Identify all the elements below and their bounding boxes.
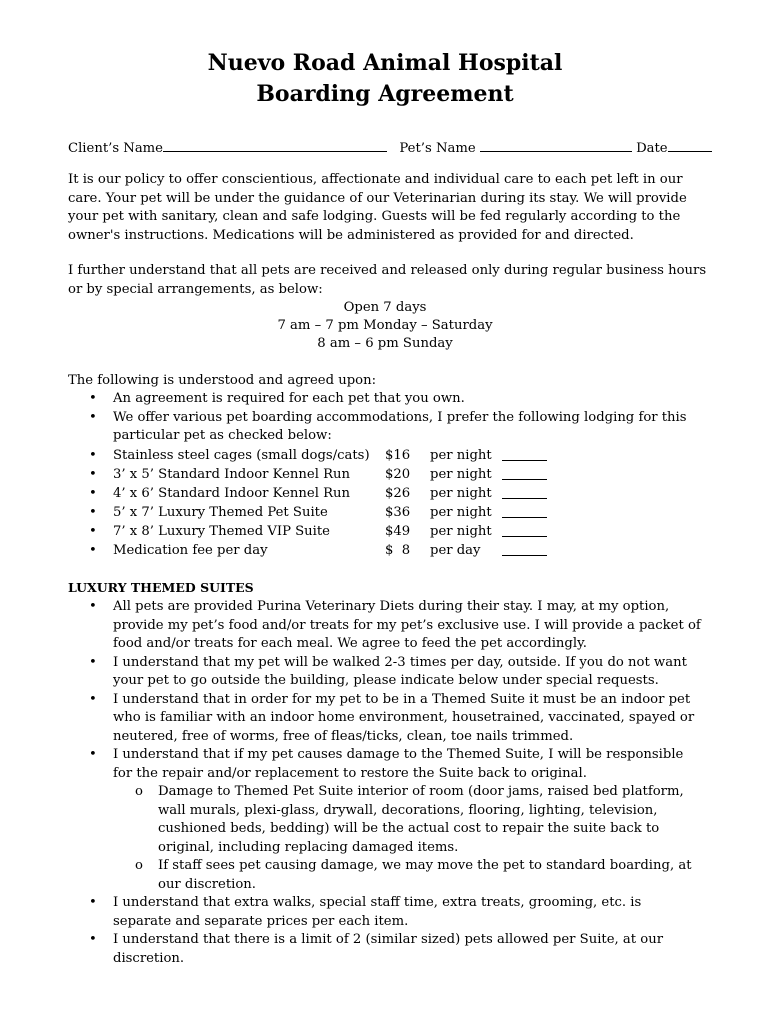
rate-name: 5’ x 7’ Luxury Themed Pet Suite [113,505,328,520]
sub-list-item: o If staff sees pet causing damage, we may move the pet to standard boarding, at our discretion. [135,858,692,892]
bullet-icon: • [89,486,97,501]
damage-sub-bullets [113,783,703,894]
list-item: • I understand that there is a limit of 2 (similar sized) pets allowed per Suite, at our discretion. [89,932,663,966]
rate-price: $20 [385,467,411,482]
rate-check-blank[interactable] [502,517,547,518]
rate-row [0,466,770,485]
luxury-suites-heading: LUXURY THEMED SUITES [68,580,254,595]
bullet-icon: • [89,505,97,520]
policy-paragraph: It is our policy to offer conscientious, affectionate and individual care to each pet left in our care. Your pet will be under the guidance of our Veterinarian during its stay. We will provide your pet with sanitary, clean and safe lodging. Guests will be fed regularly according to the owner's instructions. Medications will be administered as provided for and directed. [68,172,687,243]
list-item: • An agreement is required for each pet that you own. [0,390,703,409]
rate-check-blank[interactable] [502,498,547,499]
rate-row [0,542,770,561]
hours-line: 7 am – 7 pm Monday – Saturday [277,318,493,333]
rate-name: 7’ x 8’ Luxury Themed VIP Suite [113,524,330,539]
date-field[interactable] [668,138,712,152]
rate-row [0,447,770,466]
rate-name: Stainless steel cages (small dogs/cats) [113,448,370,463]
rate-row [0,523,770,542]
bullet-icon: • [89,543,97,558]
rate-price: $16 [385,448,411,463]
hours-intro-paragraph: I further understand that all pets are received and released only during regular business hours or by special arrangements, as below: [68,263,707,297]
rate-name: 4’ x 6’ Standard Indoor Kennel Run [113,486,351,501]
rate-unit: per day [430,543,481,558]
rate-price: $26 [385,486,411,501]
bullet-icon: • [89,932,97,947]
list-item: • I understand that extra walks, special staff time, extra treats, grooming, etc. is separate and separate prices per each item. [89,895,642,929]
date-label: Date [636,141,668,156]
circle-bullet-icon: o [135,858,143,873]
client-name-field[interactable] [163,138,387,152]
bullet-icon: • [89,524,97,539]
list-item: • I understand that in order for my pet to be in a Themed Suite it must be an indoor pet who is familiar with an indoor home environment, housetrained, vaccinated, spayed or neutered, free of worms, free of fleas/ticks, clean, toe nails trimmed. [89,691,695,744]
rate-row [0,485,770,504]
rate-unit: per night [430,448,492,463]
list-item: • I understand that my pet will be walked 2-3 times per day, outside. If you do not want your pet to go outside the building, please indicate below under special requests. [89,654,687,688]
bullet-icon: • [89,747,97,762]
document-title: Boarding Agreement [256,81,514,107]
rate-unit: per night [430,486,492,501]
list-item: • We offer various pet boarding accommodations, I prefer the following lodging for this particular pet as checked below: [89,409,687,443]
rate-name: Medication fee per day [113,543,268,558]
bullet-icon: • [89,409,97,425]
client-info-fields [68,138,708,159]
bullet-icon: • [89,467,97,482]
rate-price: $ 8 [385,543,411,558]
bullet-icon: • [89,391,97,406]
hours-line: Open 7 days [343,300,427,315]
list-item: • All pets are provided Purina Veterinary Diets during their stay. I may, at my option, provide my pet’s food and/or treats for my pet’s exclusive use. I will provide a packet of food and/or treats for each meal. We agree to feed the pet accordingly. [89,599,701,651]
pet-name-field[interactable] [480,138,632,152]
bullet-icon: • [89,654,97,670]
rate-name: 3’ x 5’ Standard Indoor Kennel Run [113,467,351,482]
bullet-icon: • [89,691,97,707]
rate-unit: per night [430,505,492,520]
rate-check-blank[interactable] [502,479,547,480]
hospital-title: Nuevo Road Animal Hospital [207,50,563,76]
client-name-label: Client’s Name [68,141,163,156]
hours-line: 8 am – 6 pm Sunday [317,336,453,351]
luxury-bullets [0,598,770,968]
lodging-rates-list [0,447,770,561]
list-item: • I understand that if my pet causes damage to the Themed Suite, I will be responsible for the repair and/or replacement to restore the Suite back to original. o Damage to Themed Pet Suite interior of room (door jams, raised bed platform, wall murals, plexi-glass, drywall, decorations, flooring, lighting, television, cushioned beds, bedding) will be the actual cost to repair the suite back to original, including replacing damaged items. o If staff sees pet causing damage, we may move the pet to standard boarding, at our discretion. [0,746,703,894]
rate-price: $49 [385,524,411,539]
bullet-icon: • [89,599,97,614]
circle-bullet-icon: o [135,784,143,799]
bullet-icon: • [89,895,97,910]
sub-list-item: o Damage to Themed Pet Suite interior of room (door jams, raised bed platform, wall murals, plexi-glass, drywall, decorations, flooring, lighting, television, cushioned beds, bedding) will be the actual cost to repair the suite back to original, including replacing damaged items. [135,784,684,855]
rate-price: $36 [385,505,411,520]
rate-unit: per night [430,467,492,482]
rate-check-blank[interactable] [502,460,547,461]
agreement-bullets [0,390,770,446]
rate-check-blank[interactable] [502,536,547,537]
pet-name-label: Pet’s Name [399,141,476,156]
rate-row [0,504,770,523]
rate-unit: per night [430,524,492,539]
bullet-icon: • [89,448,97,463]
rate-check-blank[interactable] [502,555,547,556]
agreement-lead: The following is understood and agreed upon: [68,373,377,388]
